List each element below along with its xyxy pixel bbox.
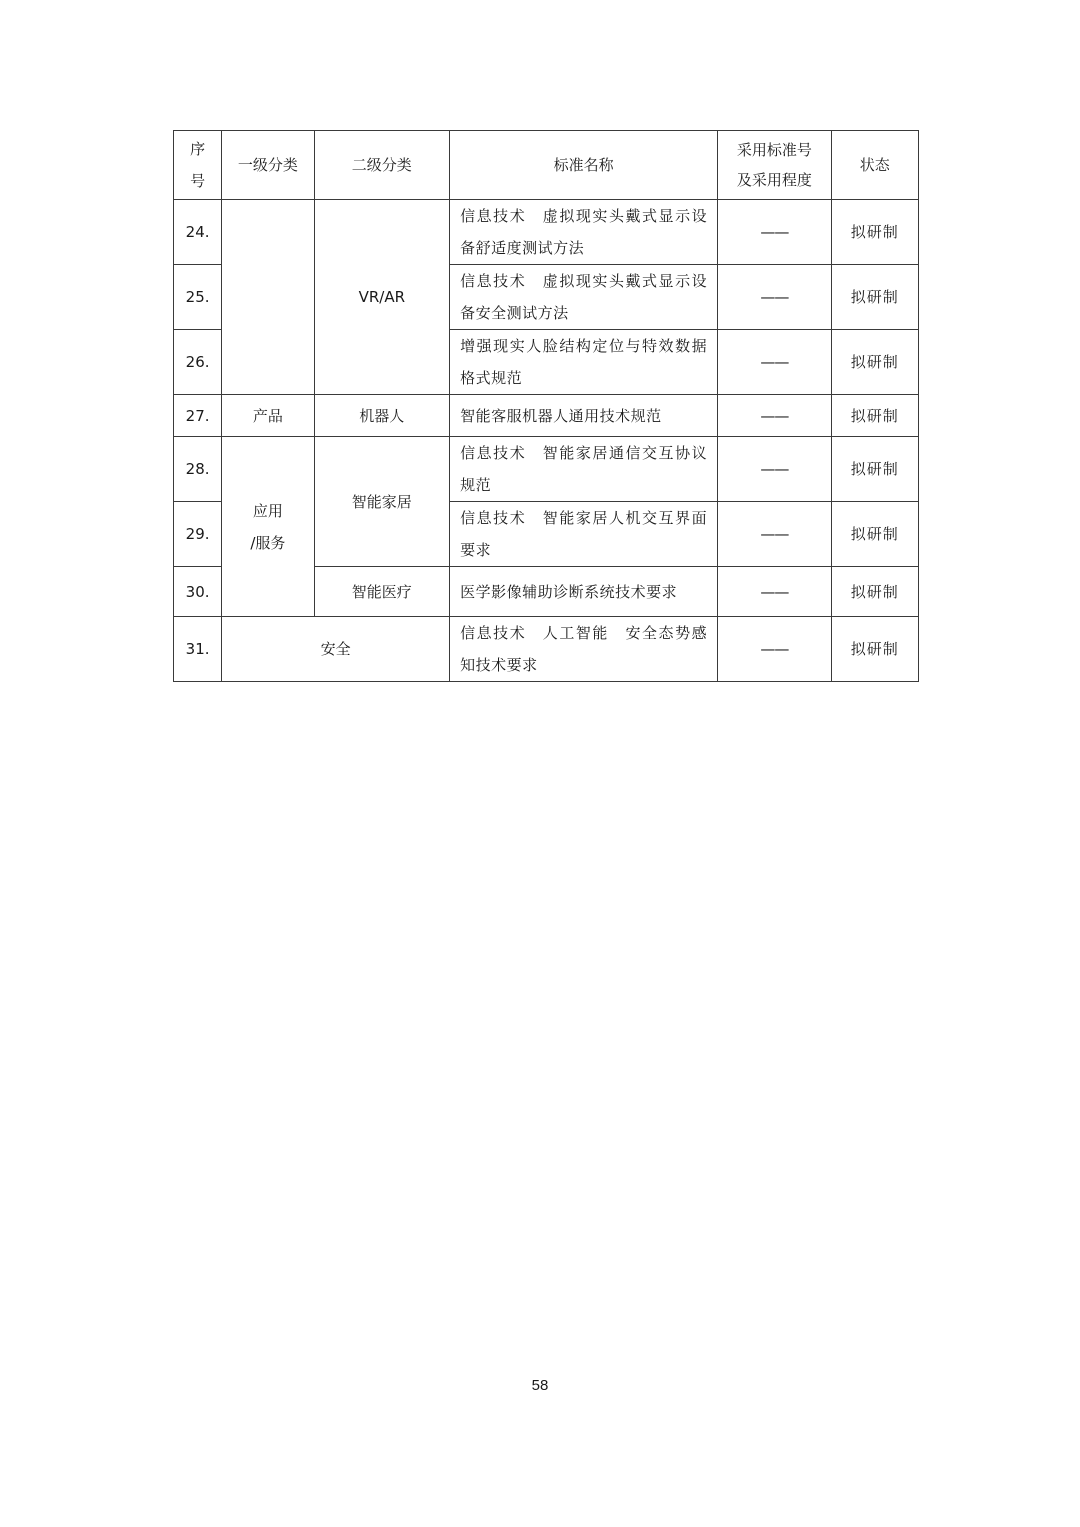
level1-app-line2: /服务	[250, 533, 286, 552]
row-adopt: ——	[718, 502, 831, 567]
level1-cell-empty	[222, 200, 314, 395]
row-status: 拟研制	[831, 437, 918, 502]
row-seq: 26.	[174, 330, 222, 395]
row-seq: 27.	[174, 395, 222, 437]
page-number: 58	[531, 1377, 549, 1394]
row-adopt: ——	[718, 617, 831, 682]
header-name: 标准名称	[450, 131, 718, 200]
level2-cell-robot: 机器人	[314, 395, 450, 437]
table-row	[174, 200, 919, 265]
table-row	[174, 437, 919, 502]
row-status: 拟研制	[831, 567, 918, 617]
row-adopt: ——	[718, 265, 831, 330]
header-seq-line2: 号	[190, 172, 206, 190]
header-adopt	[718, 131, 831, 200]
level1-app-line1: 应用	[252, 501, 283, 520]
table-row	[174, 395, 919, 437]
standards-table	[173, 130, 919, 682]
header-seq	[174, 131, 222, 200]
level2-cell-smarthome: 智能家居	[314, 437, 450, 567]
row-seq: 31.	[174, 617, 222, 682]
row-adopt: ——	[718, 330, 831, 395]
row-name: 医学影像辅助诊断系统技术要求	[450, 567, 718, 617]
level1-cell-product: 产品	[222, 395, 314, 437]
row-status: 拟研制	[831, 330, 918, 395]
row-adopt: ——	[718, 395, 831, 437]
row-seq: 25.	[174, 265, 222, 330]
row-status: 拟研制	[831, 395, 918, 437]
level2-cell-vrar: VR/AR	[314, 200, 450, 395]
row-adopt: ——	[718, 437, 831, 502]
row-seq: 29.	[174, 502, 222, 567]
header-seq-line1: 序	[190, 140, 206, 158]
level1-cell-app	[222, 437, 314, 617]
header-status: 状态	[831, 131, 918, 200]
table-row	[174, 617, 919, 682]
row-status: 拟研制	[831, 200, 918, 265]
row-adopt: ——	[718, 567, 831, 617]
row-seq: 30.	[174, 567, 222, 617]
header-adopt-line1: 采用标准号	[736, 141, 812, 159]
row-adopt: ——	[718, 200, 831, 265]
row-name: 信息技术 虚拟现实头戴式显示设备安全测试方法	[450, 265, 718, 330]
header-adopt-line2: 及采用程度	[736, 171, 812, 189]
header-level2: 二级分类	[314, 131, 450, 200]
row-name: 智能客服机器人通用技术规范	[450, 395, 718, 437]
row-seq: 24.	[174, 200, 222, 265]
row-status: 拟研制	[831, 502, 918, 567]
level2-cell-medical: 智能医疗	[314, 567, 450, 617]
table-header-row	[174, 131, 919, 200]
header-level1: 一级分类	[222, 131, 314, 200]
row-status: 拟研制	[831, 617, 918, 682]
row-name: 信息技术 人工智能 安全态势感知技术要求	[450, 617, 718, 682]
row-seq: 28.	[174, 437, 222, 502]
category-cell-security: 安全	[222, 617, 450, 682]
row-name: 增强现实人脸结构定位与特效数据格式规范	[450, 330, 718, 395]
row-name: 信息技术 虚拟现实头戴式显示设备舒适度测试方法	[450, 200, 718, 265]
row-status: 拟研制	[831, 265, 918, 330]
row-name: 信息技术 智能家居通信交互协议规范	[450, 437, 718, 502]
row-name: 信息技术 智能家居人机交互界面要求	[450, 502, 718, 567]
